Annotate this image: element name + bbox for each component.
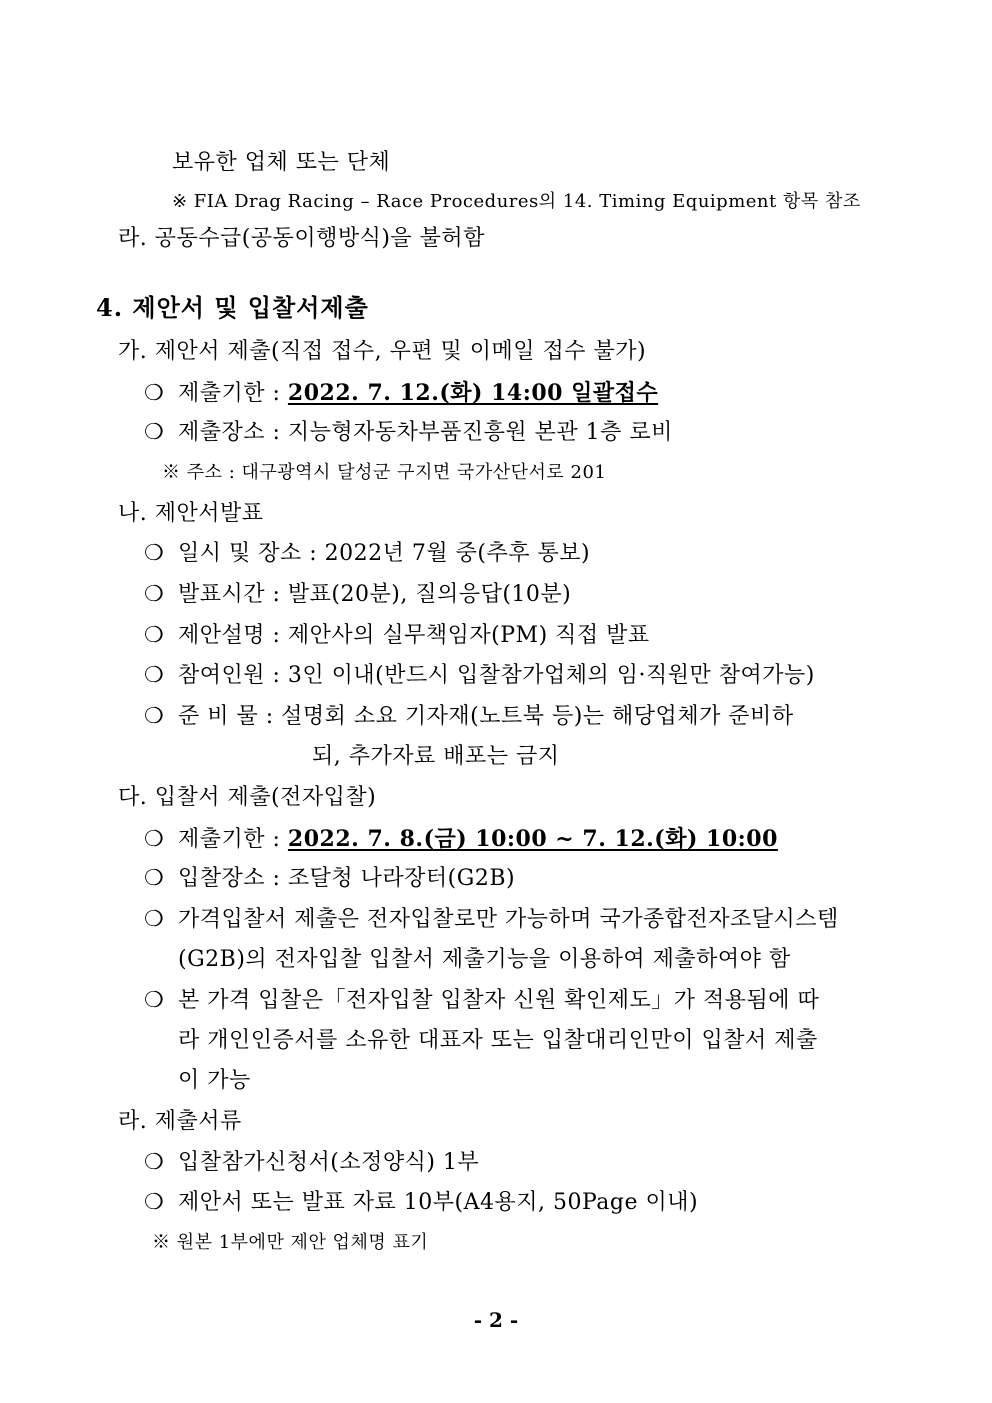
note-line: ※ FIA Drag Racing – Race Procedures의 14. Timing Equipment 항목 참조 [172,191,861,212]
list-item [144,378,658,409]
subsection-ra-prev: 라. 공동수급(공동이행방식)을 불허함 [118,226,485,251]
text-line: 보유한 업체 또는 단체 [172,150,391,175]
list-item [144,580,571,610]
item-text: 제안설명 : 제안사의 실무책임자(PM) 직접 발표 [178,623,650,648]
section-heading: 4. 제안서 및 입찰서제출 [96,293,369,322]
item-label: 제출기한 : [178,827,288,852]
bullet-icon: ❍ [144,1150,165,1175]
bullet-icon: ❍ [144,541,165,566]
bullet-icon: ❍ [144,907,165,932]
note-line: ※ 주소 : 대구광역시 달성군 구지면 국가산단서로 201 [162,462,607,483]
item-text: 가격입찰서 제출은 전자입찰로만 가능하며 국가종합전자조달시스템 [178,907,839,932]
list-item [144,1188,698,1218]
subsection-na: 나. 제안서발표 [118,501,264,526]
item-text: 발표시간 : 발표(20분), 질의응답(10분) [178,582,572,607]
item-label: 제출기한 : [178,381,288,406]
bullet-icon: ❍ [144,381,165,406]
list-item [144,864,515,894]
bullet-icon: ❍ [144,988,165,1013]
bullet-icon: ❍ [144,1190,165,1215]
subsection-ra: 라. 제출서류 [118,1109,242,1134]
list-item [144,539,590,569]
item-text: 제안서 또는 발표 자료 10부(A4용지, 50Page 이내) [178,1190,699,1215]
bullet-icon: ❍ [144,623,165,648]
note-line: ※ 원본 1부에만 제안 업체명 표기 [152,1232,429,1253]
bullet-icon: ❍ [144,420,165,445]
subsection-ga: 가. 제안서 제출(직접 접수, 우편 및 이메일 접수 불가) [118,339,647,364]
list-item [144,621,650,651]
list-item [144,1148,479,1178]
item-text: 입찰참가신청서(소정양식) 1부 [178,1150,480,1175]
page-number: - 2 - [473,1308,519,1332]
item-text: 일시 및 장소 : 2022년 7월 중(추후 통보) [178,541,591,566]
list-item [144,986,819,1016]
bullet-icon: ❍ [144,582,165,607]
item-text: 입찰장소 : 조달청 나라장터(G2B) [178,866,516,891]
item-continuation: 되, 추가자료 배포는 금지 [312,744,560,769]
bullet-icon: ❍ [144,704,165,729]
item-text: 본 가격 입찰은「전자입찰 입찰자 신원 확인제도」가 적용됨에 따 [178,988,820,1013]
deadline-value: 2022. 7. 12.(화) 14:00 일괄접수 [287,380,659,406]
list-item [144,418,673,448]
bullet-icon: ❍ [144,827,165,852]
list-item [144,905,839,935]
deadline-value: 2022. 7. 8.(금) 10:00 ~ 7. 12.(화) 10:00 [287,826,778,852]
item-text: 참여인원 : 3인 이내(반드시 입찰참가업체의 임·직원만 참여가능) [178,663,815,688]
item-continuation: 라 개인인증서를 소유한 대표자 또는 입찰대리인만이 입찰서 제출 [178,1028,818,1053]
bullet-icon: ❍ [144,866,165,891]
item-text: 준 비 물 : 설명회 소요 기자재(노트북 등)는 해당업체가 준비하 [178,704,794,729]
item-continuation: (G2B)의 전자입찰 입찰서 제출기능을 이용하여 제출하여야 함 [178,947,791,972]
subsection-da: 다. 입찰서 제출(전자입찰) [118,785,377,810]
list-item [144,661,815,691]
bullet-icon: ❍ [144,663,165,688]
item-continuation: 이 가능 [178,1068,251,1093]
list-item [144,702,794,732]
list-item [144,824,778,855]
item-text: 제출장소 : 지능형자동차부품진흥원 본관 1층 로비 [178,420,673,445]
